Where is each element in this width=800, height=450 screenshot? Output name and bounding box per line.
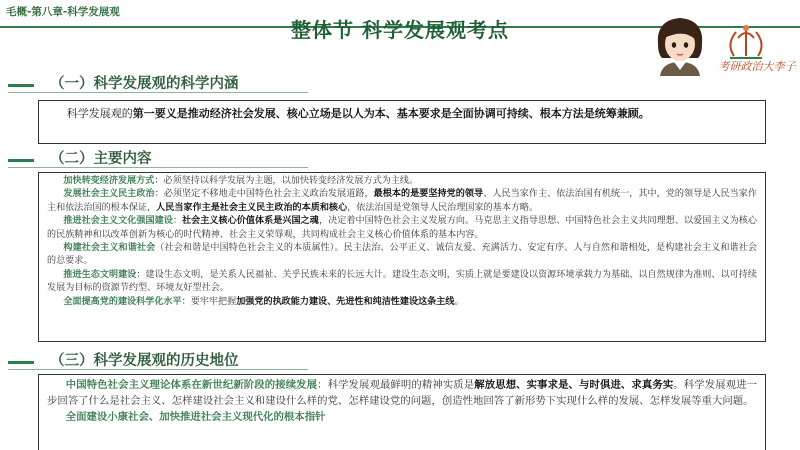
breadcrumb: 毛概-第八章-科学发展观 [6,6,120,18]
content-item-4: 构建社会主义和谐社会（社会和谐是中国特色社会主义的本质属性）。民主法治、公平正义、诚信友爱、充满活力、安定有序、人与自然和谐相处，是构建社会主义和谐社会的总要求。 [47,243,757,267]
section3-box [38,374,766,450]
section2-heading: （二）主要内容 [8,147,308,168]
content-item-2: 发展社会主义民主政治：必须坚定不移地走中国特色社会主义政治发展道路，最根本的是要坚持党的领导、人民当家作主、依法治国有机统一，其中，党的领导是人民当家作主和依法治国的根本保证，人民当家作主是社会主义民主政治的本质和核心，依法治国是党领导人民治理国家的基本方略。 [47,189,757,213]
section2-box [38,172,766,342]
history-item-1: 中国特色社会主义理论体系在新世纪新阶段的接续发展：科学发展观最鲜明的精神实质是解放思想、实事求是、与时俱进、求真务实。科学发展观进一步回答了什么是社会主义、怎样建设社会主义和建设什么样的党、怎样建设党的问题，创造性地回答了新形势下实现什么样的发展、怎样发展等重大问题。 [47,379,758,407]
section1-box [38,100,766,144]
history-item-2: 全面建设小康社会、加快推进社会主义现代化的根本指针 [65,411,326,423]
content-item-6: 全面提高党的建设科学化水平：要牢牢把握加强党的执政能力建设、先进性和纯洁性建设这条主线。 [63,296,464,307]
page-title: 整体节 科学发展观考点 [291,18,509,42]
avatar [650,14,710,76]
content-item-5: 推进生态文明建设：建设生态文明，是关系人民福祉、关乎民族未来的长远大计。建设生态文明，实质上就是要建设以资源环境承载力为基础、以自然规律为准则、以可持续发展为目标的资源节约型、环境友好型社会。 [47,269,757,294]
section3-heading: （三）科学发展观的历史地位 [8,349,308,370]
content-item-3: 推进社会主义文化强国建设：社会主义核心价值体系是兴国之魂，决定着中国特色社会主义发展方向。马克思主义指导思想、中国特色社会主义共同理想、以爱国主义为核心的民族精神和以改革创新为核心的时代精神、社会主义荣辱观，共同构成社会主义核心价值体系的基本内容。 [47,216,757,240]
section1-text: 科学发展观的第一要义是推动经济社会发展、核心立场是以人为本、基本要求是全面协调可持续、根本方法是统筹兼顾。 [66,107,650,120]
content-item-1: 加快转变经济发展方式：必须坚持以科学发展为主题，以加快转变经济发展方式为主线。 [63,176,419,186]
brand-text: 考研政治大李子 [718,60,796,73]
section1-heading: （一）科学发展观的科学内涵 [8,72,308,93]
